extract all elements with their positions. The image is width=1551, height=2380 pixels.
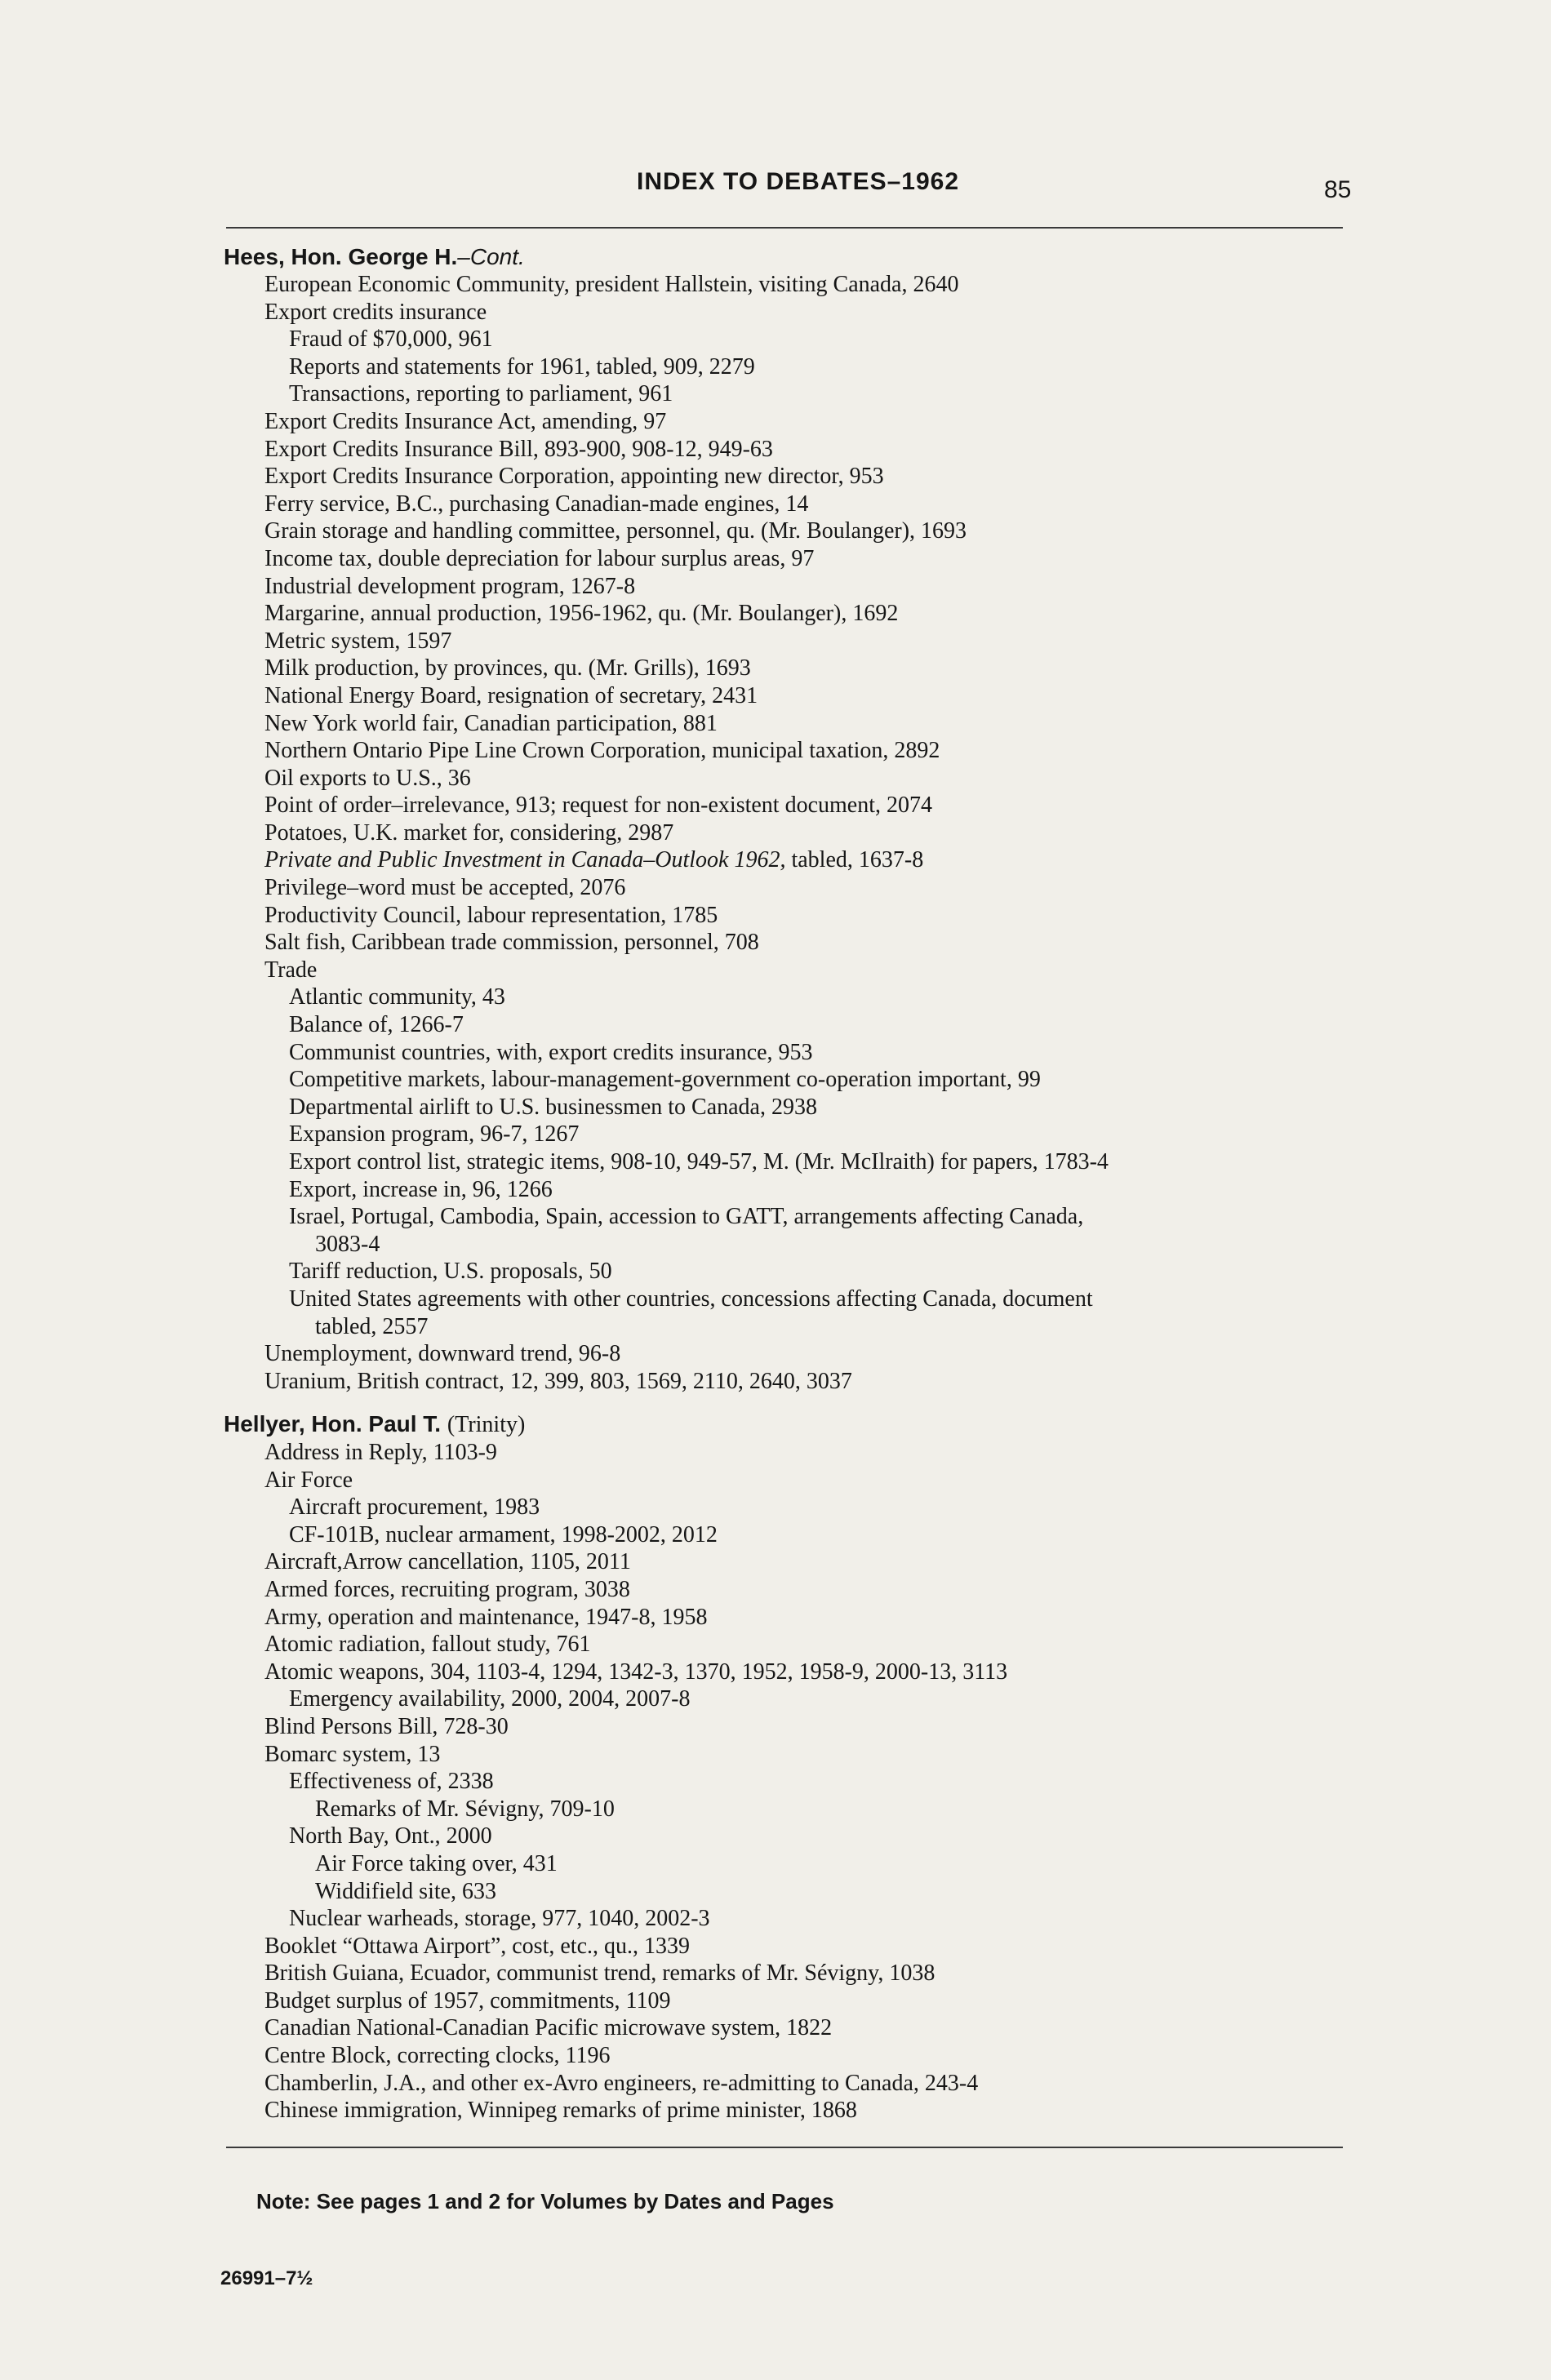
entry-text: Northern Ontario Pipe Line Crown Corporation, municipal taxation, 2892 xyxy=(264,738,940,764)
index-entry xyxy=(224,1368,1358,1396)
entry-text: Booklet “Ottawa Airport”, cost, etc., qu., 1339 xyxy=(264,1933,690,1959)
entry-text: Bomarc system, 13 xyxy=(264,1741,441,1767)
entry-text: Metric system, 1597 xyxy=(264,628,452,654)
index-entry xyxy=(224,792,1358,819)
index-entry xyxy=(224,1685,1358,1713)
entry-text: Chinese immigration, Winnipeg remarks of prime minister, 1868 xyxy=(264,2098,857,2124)
index-entry xyxy=(224,874,1358,902)
index-entry xyxy=(224,846,1358,874)
entry-text: Centre Block, correcting clocks, 1196 xyxy=(264,2043,611,2069)
entry-text: Nuclear warheads, storage, 977, 1040, 2002-3 xyxy=(289,1906,710,1932)
index-entry xyxy=(224,1987,1358,2015)
entry-list xyxy=(224,1439,1358,2125)
index-entry xyxy=(224,1878,1358,1906)
index-section-hellyer xyxy=(224,1410,1358,2125)
entry-text: Salt fish, Caribbean trade commission, personnel, 708 xyxy=(264,930,759,956)
index-entry xyxy=(224,628,1358,655)
index-entry xyxy=(224,299,1358,326)
index-entry xyxy=(224,545,1358,573)
index-entry xyxy=(224,2070,1358,2098)
entry-text: Export Credits Insurance Act, amending, 97 xyxy=(264,408,667,434)
entry-text: Balance of, 1266-7 xyxy=(289,1012,464,1038)
index-entry xyxy=(224,1823,1358,1850)
entry-text: Effectiveness of, 2338 xyxy=(289,1769,494,1795)
section-heading xyxy=(224,1410,1358,1439)
index-entry xyxy=(224,380,1358,408)
page-number: 85 xyxy=(1324,176,1352,203)
index-entry xyxy=(224,1713,1358,1741)
member-riding: (Trinity) xyxy=(447,1412,526,1437)
entry-text: European Economic Community, president Hallstein, visiting Canada, 2640 xyxy=(264,272,959,297)
index-entry xyxy=(224,1467,1358,1494)
index-entry xyxy=(224,1933,1358,1960)
index-entry xyxy=(224,1039,1358,1067)
entry-text: British Guiana, Ecuador, communist trend, remarks of Mr. Sévigny, 1038 xyxy=(264,1960,935,1987)
index-entry xyxy=(224,2042,1358,2070)
index-entry xyxy=(224,1631,1358,1658)
entry-text: Export credits insurance xyxy=(264,299,487,325)
index-entry xyxy=(224,1521,1358,1549)
footer-rule xyxy=(226,2147,1343,2148)
entry-text: Blind Persons Bill, 728-30 xyxy=(264,1713,509,1739)
entry-text: Atlantic community, 43 xyxy=(289,984,505,1010)
entry-text: New York world fair, Canadian participation, 881 xyxy=(264,710,718,736)
header-rule xyxy=(226,227,1343,229)
index-entry xyxy=(224,1011,1358,1039)
index-entry xyxy=(224,1796,1358,1823)
index-entry xyxy=(224,902,1358,930)
entry-text: Atomic radiation, fallout study, 761 xyxy=(264,1632,591,1658)
index-entry xyxy=(224,1439,1358,1467)
entry-text: Potatoes, U.K. market for, considering, 2987 xyxy=(264,819,674,846)
index-entry xyxy=(224,1121,1358,1148)
index-entry xyxy=(224,1066,1358,1094)
entry-text: Export, increase in, 96, 1266 xyxy=(289,1176,553,1202)
entry-list xyxy=(224,271,1358,1395)
index-entry xyxy=(224,1176,1358,1204)
entry-text: Grain storage and handling committee, personnel, qu. (Mr. Boulanger), 1693 xyxy=(264,518,967,544)
index-entry xyxy=(224,600,1358,628)
index-entry xyxy=(224,1850,1358,1878)
entry-text: Trade xyxy=(264,957,318,983)
index-entry xyxy=(224,682,1358,710)
entry-text: Widdifield site, 633 xyxy=(315,1878,497,1904)
entry-text: Air Force taking over, 431 xyxy=(315,1850,558,1876)
continued-marker: –Cont. xyxy=(457,244,525,269)
index-entry xyxy=(224,463,1358,491)
index-entry xyxy=(224,1741,1358,1769)
entry-text: Margarine, annual production, 1956-1962, qu. (Mr. Boulanger), 1692 xyxy=(264,601,899,627)
entry-title-italic: Private and Public Investment in Canada–Outlook 1962, xyxy=(264,847,786,873)
section-heading xyxy=(224,243,1358,271)
entry-text: Privilege–word must be accepted, 2076 xyxy=(264,875,626,901)
index-entry xyxy=(224,1258,1358,1285)
index-entry xyxy=(224,1576,1358,1604)
entry-text: North Bay, Ont., 2000 xyxy=(289,1823,492,1849)
entry-text: Milk production, by provinces, qu. (Mr. Grills), 1693 xyxy=(264,655,751,682)
volumes-note: Note: See pages 1 and 2 for Volumes by Dates and Pages xyxy=(256,2189,834,2213)
index-entry xyxy=(224,2014,1358,2042)
entry-text: Air Force xyxy=(264,1467,353,1493)
entry-text: Export Credits Insurance Bill, 893-900, 908-12, 949-63 xyxy=(264,436,773,462)
entry-text: Industrial development program, 1267-8 xyxy=(264,573,636,599)
entry-text: Aircraft procurement, 1983 xyxy=(289,1494,540,1521)
entry-text: Aircraft,Arrow cancellation, 1105, 2011 xyxy=(264,1549,631,1575)
index-entry xyxy=(224,1658,1358,1686)
index-entry xyxy=(224,1960,1358,1987)
entry-text: Competitive markets, labour-management-government co-operation important, 99 xyxy=(289,1067,1041,1093)
entry-continuation: 3083-4 xyxy=(315,1231,380,1257)
entry-text: Remarks of Mr. Sévigny, 709-10 xyxy=(315,1796,615,1822)
index-entry xyxy=(224,408,1358,436)
entry-text: Fraud of $70,000, 961 xyxy=(289,326,493,353)
entry-text: Ferry service, B.C., purchasing Canadian-made engines, 14 xyxy=(264,491,809,517)
entry-text: Canadian National-Canadian Pacific microwave system, 1822 xyxy=(264,2015,833,2041)
index-entry xyxy=(224,1094,1358,1121)
entry-text: Export control list, strategic items, 908-10, 949-57, M. (Mr. McIlraith) for papers, 1783-4 xyxy=(289,1149,1109,1174)
entry-text: Export Credits Insurance Corporation, appointing new director, 953 xyxy=(264,464,884,490)
entry-text: Atomic weapons, 304, 1103-4, 1294, 1342-3, 1370, 1952, 1958-9, 2000-13, 3113 xyxy=(264,1658,1008,1685)
entry-text: Budget surplus of 1957, commitments, 1109 xyxy=(264,1987,671,2014)
index-entry xyxy=(224,655,1358,682)
index-entry xyxy=(224,1203,1358,1258)
index-entry xyxy=(224,573,1358,601)
index-entry xyxy=(224,737,1358,765)
entry-text: Point of order–irrelevance, 913; request for non-existent document, 2074 xyxy=(264,793,932,819)
entry-text: CF-101B, nuclear armament, 1998-2002, 2012 xyxy=(289,1521,718,1547)
index-entry xyxy=(224,1285,1358,1340)
entry-text: Expansion program, 96-7, 1267 xyxy=(289,1121,580,1148)
entry-text: Income tax, double depreciation for labour surplus areas, 97 xyxy=(264,545,815,571)
entry-text: Departmental airlift to U.S. businessmen to Canada, 2938 xyxy=(289,1094,817,1120)
entry-text: Emergency availability, 2000, 2004, 2007-8 xyxy=(289,1686,691,1712)
entry-text: United States agreements with other countries, concessions affecting Canada, document xyxy=(289,1285,1093,1312)
entry-text: Chamberlin, J.A., and other ex-Avro engineers, re-admitting to Canada, 243-4 xyxy=(264,2070,979,2096)
index-entry xyxy=(224,929,1358,957)
entry-text: Reports and statements for 1961, tabled, 909, 2279 xyxy=(289,353,755,380)
index-entry xyxy=(224,819,1358,847)
index-entry xyxy=(224,1340,1358,1368)
index-entry xyxy=(224,1604,1358,1632)
entry-text: Unemployment, downward trend, 96-8 xyxy=(264,1341,621,1367)
index-entry xyxy=(224,353,1358,381)
page-title: INDEX TO DEBATES–1962 xyxy=(637,168,960,195)
index-entry xyxy=(224,1148,1358,1176)
entry-text: Army, operation and maintenance, 1947-8, 1958 xyxy=(264,1604,708,1630)
index-entry xyxy=(224,1768,1358,1796)
index-entry xyxy=(224,1548,1358,1576)
member-name: Hellyer, Hon. Paul T. xyxy=(224,1411,442,1436)
entry-text: tabled, 1637-8 xyxy=(785,847,924,873)
index-section-hees xyxy=(224,243,1358,1395)
entry-continuation: tabled, 2557 xyxy=(315,1313,429,1339)
index-entry xyxy=(224,984,1358,1011)
entry-text: Tariff reduction, U.S. proposals, 50 xyxy=(289,1259,612,1285)
index-entry xyxy=(224,491,1358,518)
entry-text: Israel, Portugal, Cambodia, Spain, accession to GATT, arrangements affecting Canada, xyxy=(289,1204,1084,1230)
index-entry xyxy=(224,271,1358,299)
index-entry xyxy=(224,957,1358,984)
index-entry xyxy=(224,436,1358,464)
entry-text: Oil exports to U.S., 36 xyxy=(264,765,471,791)
entry-text: Productivity Council, labour representation, 1785 xyxy=(264,902,718,928)
index-entry xyxy=(224,1905,1358,1933)
entry-text: Communist countries, with, export credits insurance, 953 xyxy=(289,1039,813,1065)
entry-text: Uranium, British contract, 12, 399, 803, 1569, 2110, 2640, 3037 xyxy=(264,1368,852,1394)
index-entry xyxy=(224,710,1358,738)
index-entry xyxy=(224,765,1358,793)
entry-text: National Energy Board, resignation of secretary, 2431 xyxy=(264,682,758,708)
index-entry xyxy=(224,517,1358,545)
index-entry xyxy=(224,1494,1358,1521)
member-name: Hees, Hon. George H. xyxy=(224,244,458,269)
entry-text: Armed forces, recruiting program, 3038 xyxy=(264,1576,630,1602)
printing-code: 26991–7½ xyxy=(220,2267,313,2289)
entry-text: Address in Reply, 1103-9 xyxy=(264,1440,497,1465)
index-entry xyxy=(224,326,1358,353)
index-entry xyxy=(224,2097,1358,2125)
entry-text: Transactions, reporting to parliament, 961 xyxy=(289,381,673,407)
